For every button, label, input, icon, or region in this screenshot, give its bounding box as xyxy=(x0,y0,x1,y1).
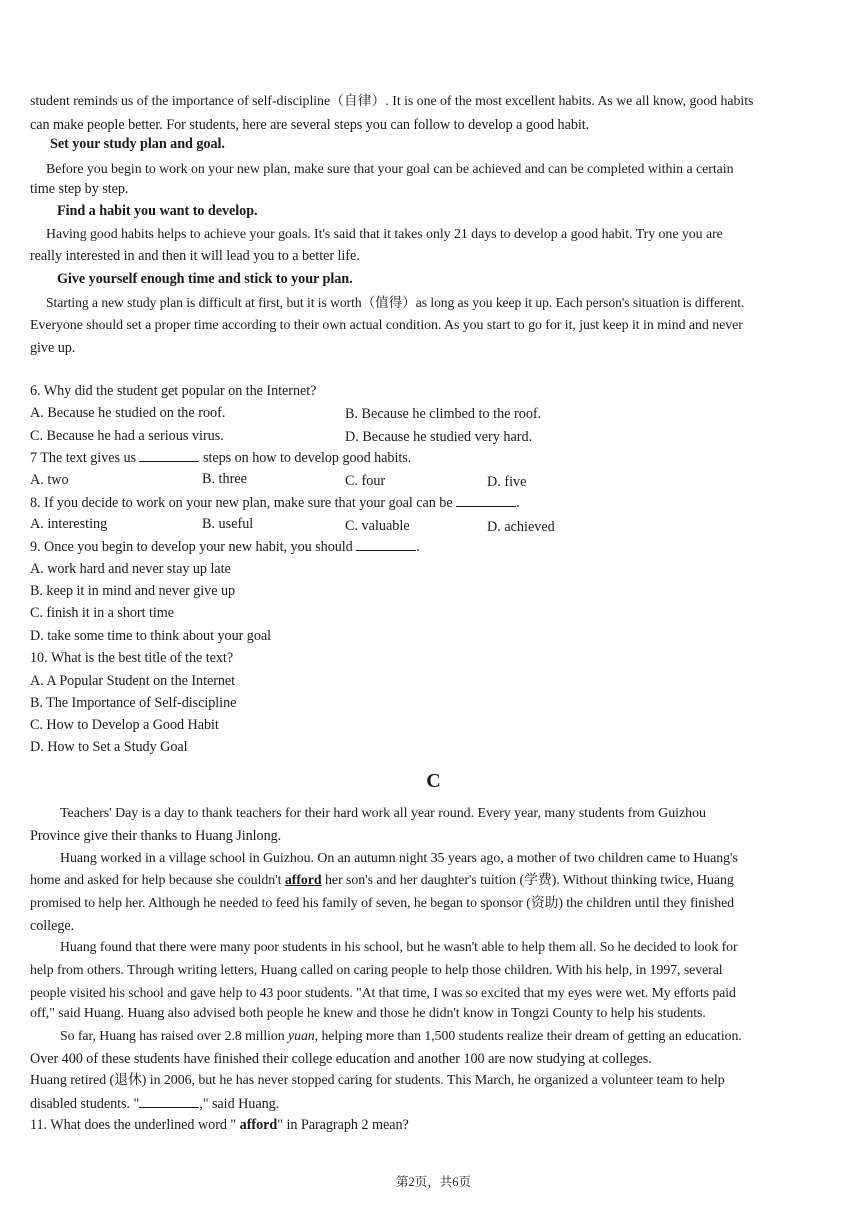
option-6c: C. Because he had a serious virus. xyxy=(30,428,224,444)
question-text: 7 The text gives us xyxy=(30,450,136,466)
question-text: 8. If you decide to work on your new plan, make sure that your goal can be xyxy=(30,495,453,511)
question-text: 11. What does the underlined word " xyxy=(30,1117,240,1133)
option-9d: D. take some time to think about your goal xyxy=(30,628,272,644)
passage-line xyxy=(30,872,842,890)
passage-line: promised to help her. Although he needed to feed his family of seven, he began to sponsor (资助) the children until they finished xyxy=(30,895,735,910)
step-heading: Find a habit you want to develop. xyxy=(57,203,258,219)
passage-text: disabled students. " xyxy=(30,1096,140,1112)
section-heading: C xyxy=(426,770,441,792)
option-7a: A. two xyxy=(30,472,69,488)
passage-line: Everyone should set a proper time according to their own actual condition. As you start to go for it, just keep it in mind and never xyxy=(30,318,743,333)
answer-blank xyxy=(139,1095,199,1108)
passage-line: give up. xyxy=(30,340,76,356)
step-heading: Give yourself enough time and stick to your plan. xyxy=(57,271,353,287)
option-8a: A. interesting xyxy=(30,516,108,532)
option-8c: C. valuable xyxy=(345,518,410,534)
passage-line: Huang retired (退休) in 2006, but he has never stopped caring for students. This March, he organized a volunteer team to help xyxy=(30,1073,725,1088)
step-heading: Set your study plan and goal. xyxy=(50,136,225,152)
passage-text: ," said Huang. xyxy=(199,1096,280,1112)
question-text: 9. Once you begin to develop your new habit, you should xyxy=(30,539,353,555)
passage-line: Before you begin to work on your new plan, make sure that your goal can be achieved and can be completed within a certain xyxy=(46,162,734,177)
question-8 xyxy=(30,494,842,512)
option-8b: B. useful xyxy=(202,516,254,532)
passage-line: Starting a new study plan is difficult at first, but it is worth（值得）as long as you keep it up. Each person's situation is different. xyxy=(46,295,745,310)
page-number: 第2页，共6页 xyxy=(395,1175,471,1189)
option-10c: C. How to Develop a Good Habit xyxy=(30,717,219,733)
question-text: " in Paragraph 2 mean? xyxy=(277,1117,409,1133)
option-6a: A. Because he studied on the roof. xyxy=(30,405,226,421)
passage-line: Having good habits helps to achieve your goals. It's said that it takes only 21 days to develop a good habit. Try one you are xyxy=(46,227,723,242)
passage-text: her son's and her daughter's tuition (学费). Without thinking twice, Huang xyxy=(321,873,734,888)
passage-text: , helping more than 1,500 students realize their dream of getting an education. xyxy=(314,1028,742,1043)
passage-line: college. xyxy=(30,918,75,934)
passage-line: Over 400 of these students have finished their college education and another 100 are now studying at colleges. xyxy=(30,1051,652,1067)
passage-line: time step by step. xyxy=(30,181,129,197)
passage-line: really interested in and then it will lead you to a better life. xyxy=(30,248,360,264)
question-11 xyxy=(30,1116,842,1134)
option-10d: D. How to Set a Study Goal xyxy=(30,739,188,755)
question-text: steps on how to develop good habits. xyxy=(202,450,412,466)
option-6b: B. Because he climbed to the roof. xyxy=(345,406,542,422)
answer-blank xyxy=(456,494,516,507)
option-10a: A. A Popular Student on the Internet xyxy=(30,673,236,689)
passage-line: off," said Huang. Huang also advised both people he knew and those he didn't know in Tongzi County to help his students. xyxy=(30,1006,706,1021)
question-text: . xyxy=(516,495,520,511)
option-9b: B. keep it in mind and never give up xyxy=(30,583,236,599)
option-10b: B. The Importance of Self-discipline xyxy=(30,695,237,711)
passage-line: help from others. Through writing letters, Huang called on caring people to help those children. With his help, in 1997, several xyxy=(30,962,723,977)
quoted-word: afford xyxy=(239,1117,278,1133)
passage-line: Huang found that there were many poor students in his school, but he wasn't able to help them all. So he decided to look for xyxy=(60,939,738,954)
option-7d: D. five xyxy=(487,474,527,490)
question-6: 6. Why did the student get popular on the Internet? xyxy=(30,383,317,399)
option-7b: B. three xyxy=(202,471,247,487)
option-9c: C. finish it in a short time xyxy=(30,605,175,621)
option-6d: D. Because he studied very hard. xyxy=(345,429,533,445)
passage-line: can make people better. For students, here are several steps you can follow to develop a good habit. xyxy=(30,117,590,133)
passage-line: student reminds us of the importance of self-discipline（自律）. It is one of the most excellent habits. As we all know, good habits xyxy=(30,94,754,109)
passage-line: people visited his school and gave help to 43 poor students. "At that time, I was so excited that my eyes were wet. My efforts paid xyxy=(30,985,736,1000)
passage-line xyxy=(30,1095,842,1113)
underlined-word: afford xyxy=(284,873,322,888)
option-8d: D. achieved xyxy=(487,519,555,535)
question-10: 10. What is the best title of the text? xyxy=(30,650,234,666)
answer-blank xyxy=(356,538,416,551)
passage-line: Teachers' Day is a day to thank teachers for their hard work all year round. Every year, many students from Guizhou xyxy=(60,806,707,821)
question-9 xyxy=(30,538,842,556)
passage-line: Huang worked in a village school in Guizhou. On an autumn night 35 years ago, a mother of two children came to Huang's xyxy=(60,851,738,866)
option-9a: A. work hard and never stay up late xyxy=(30,561,231,577)
option-7c: C. four xyxy=(345,473,386,489)
question-text: . xyxy=(416,539,420,555)
passage-text: home and asked for help because she couldn't xyxy=(30,873,285,888)
answer-blank xyxy=(139,449,199,462)
question-7 xyxy=(30,449,842,467)
passage-line: Province give their thanks to Huang Jinlong. xyxy=(30,828,282,844)
passage-line xyxy=(30,1027,867,1045)
italic-word: yuan xyxy=(288,1028,315,1043)
passage-text: So far, Huang has raised over 2.8 million xyxy=(60,1028,289,1043)
